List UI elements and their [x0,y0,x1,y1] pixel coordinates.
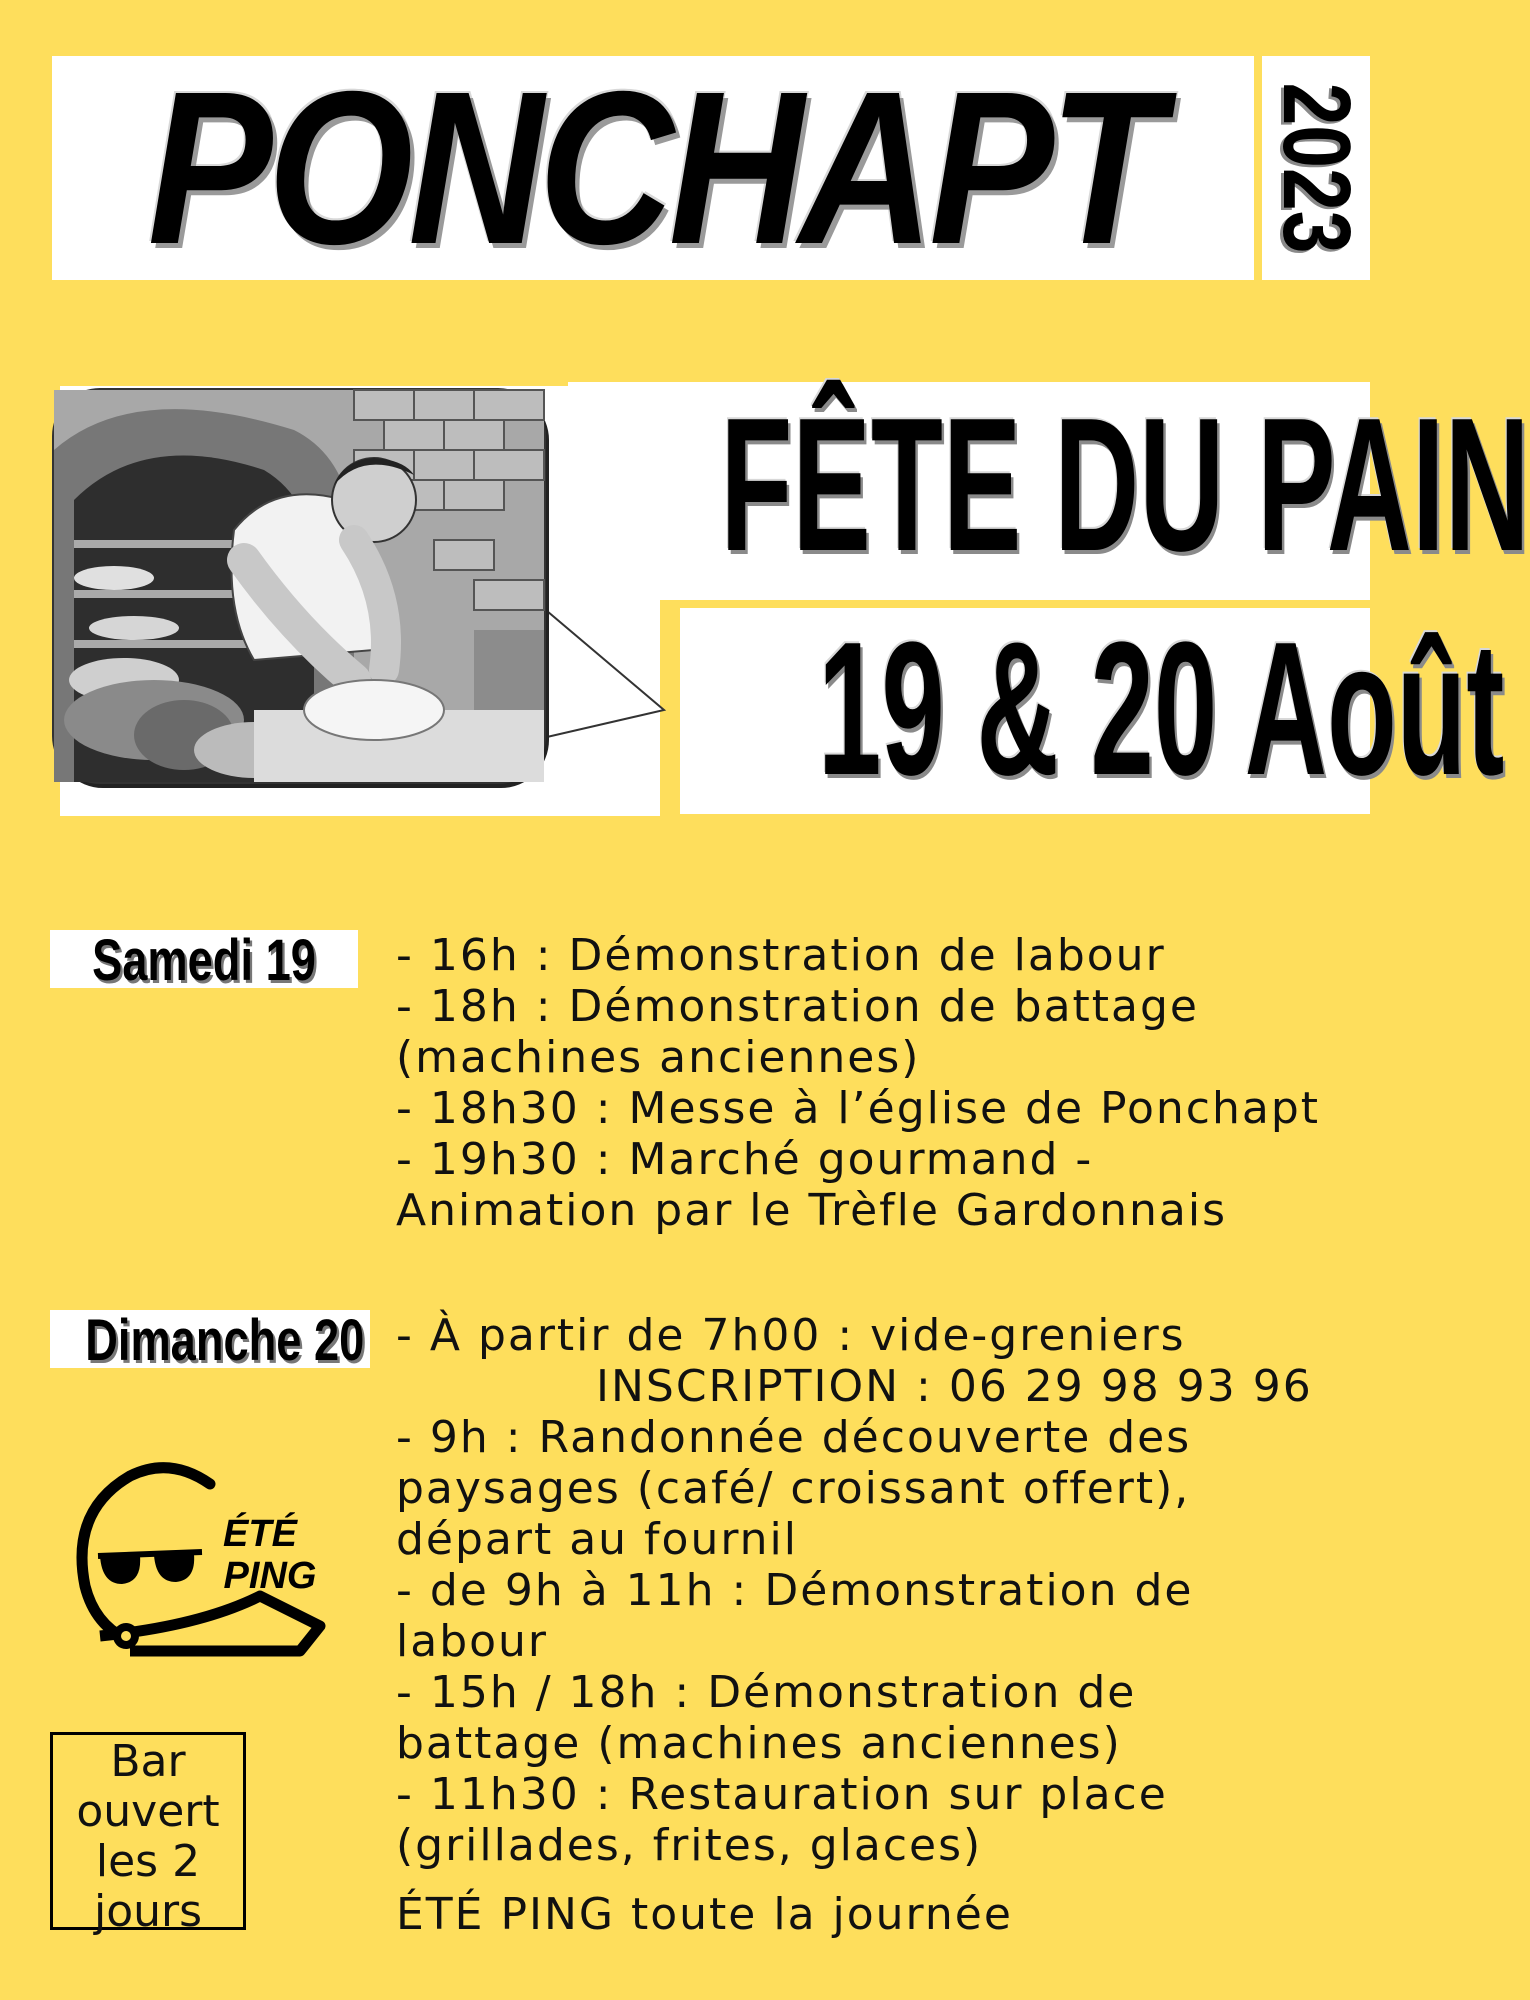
saturday-program [396,930,1396,1236]
sunday-line: - de 9h à 11h : Démonstration de [396,1565,1194,1616]
baker-illustration [52,388,546,784]
logo-line1: ÉTÉ [223,1513,297,1555]
event-title: FÊTE DU PAIN [720,379,1530,591]
title-banner [52,47,1254,290]
bar-notice-line: les 2 [95,1836,201,1887]
sunday-line: - 15h / 18h : Démonstration de [396,1667,1137,1718]
saturday-line: - 19h30 : Marché gourmand - [396,1134,1094,1185]
ete-ping-logo [60,1456,350,1656]
sunday-line: battage (machines anciennes) [396,1718,1122,1769]
bar-notice-line: jours [93,1886,203,1937]
sunday-program [396,1310,1396,1940]
bar-notice-line: Bar [110,1736,186,1787]
event-title-banner [568,379,1530,600]
saturday-line: - 16h : Démonstration de labour [396,930,1166,981]
event-dates: 19 & 20 Août [818,603,1505,815]
sunday-line: - À partir de 7h00 : vide-greniers [396,1310,1186,1361]
sunday-closing: ÉTÉ PING toute la journée [396,1889,1013,1940]
sunday-line: paysages (café/ croissant offert), [396,1463,1191,1514]
sunday-line: (grillades, frites, glaces) [396,1820,983,1871]
baker-icon [54,390,544,782]
year-label: 2023 [1263,82,1370,254]
saturday-label-box [50,928,358,993]
year-banner [1262,56,1370,280]
logo-line2: PING [223,1555,317,1597]
sunday-line: départ au fournil [396,1514,799,1565]
sunday-line: - 9h : Randonnée découverte des [396,1412,1192,1463]
saturday-line: (machines anciennes) [396,1032,921,1083]
sunday-label: Dimanche 20 [85,1308,365,1373]
sunday-line: - 11h30 : Restauration sur place [396,1769,1168,1820]
saturday-line: - 18h30 : Messe à l’église de Ponchapt [396,1083,1321,1134]
page-title: PONCHAPT [147,47,1159,290]
saturday-label: Samedi 19 [92,928,316,993]
sunday-line: labour [396,1616,549,1667]
event-dates-banner [680,603,1505,815]
bar-notice-line: ouvert [76,1786,220,1837]
bar-notice [50,1732,246,1937]
registration-phone: INSCRIPTION : 06 29 98 93 96 [596,1361,1313,1412]
saturday-line: Animation par le Trèfle Gardonnais [396,1185,1228,1236]
saturday-line: - 18h : Démonstration de battage [396,981,1199,1032]
sunday-label-box [50,1308,370,1373]
